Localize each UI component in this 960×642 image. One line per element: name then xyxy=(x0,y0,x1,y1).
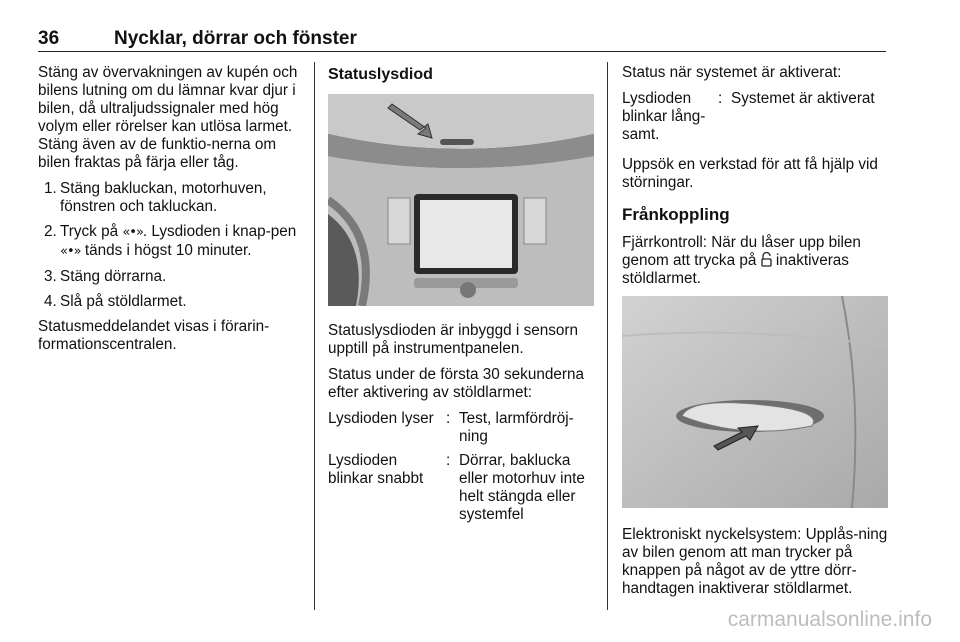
dashboard-illustration xyxy=(328,94,594,306)
steps-list xyxy=(38,180,300,311)
outro-paragraph: Statusmeddelandet visas i förarin-formationscentralen. xyxy=(38,318,270,353)
column-right xyxy=(622,64,888,606)
table-row: Lysdioden lyser : Test, larmfördröj-ning xyxy=(328,410,574,445)
column-divider-1 xyxy=(314,62,315,610)
page-header xyxy=(38,28,886,52)
table-row: Lysdioden blinkar snabbt : Dörrar, baklucka eller motorhuv inte helt stängda eller systemfel xyxy=(328,452,585,523)
active-intro: Status när systemet är aktiverat: xyxy=(622,64,842,81)
column-left xyxy=(38,64,300,362)
unlock-icon xyxy=(761,252,772,267)
table-row: Lysdioden blinkar lång-samt. : Systemet är aktiverat xyxy=(622,90,875,143)
section-heading: Statuslysdiod xyxy=(328,66,433,83)
door-handle-illustration xyxy=(622,296,888,508)
column-middle xyxy=(328,64,594,530)
figure-caption: Statuslysdioden är inbyggd i sensorn upptill på instrumentpanelen. xyxy=(328,322,579,357)
column-divider-2 xyxy=(607,62,608,610)
list-item: 4. Slå på stöldlarmet. xyxy=(44,293,187,310)
status-intro: Status under de första 30 sekunderna efter aktivering av stöldlarmet: xyxy=(328,366,584,401)
page-number: 36 xyxy=(38,28,60,49)
sensor-icon: «•» xyxy=(60,244,81,259)
list-item: 2. Tryck på «•». Lysdioden i knap-pen «•» tänds i högst 10 minuter. xyxy=(44,223,297,259)
active-status-table xyxy=(622,90,888,144)
door-handle-drawing xyxy=(622,296,888,508)
sensor-icon: «•» xyxy=(122,225,143,240)
watermark: carmanualsonline.info xyxy=(727,608,932,631)
list-item: 1. Stäng bakluckan, motorhuven, fönstren och takluckan. xyxy=(44,180,267,215)
remote-paragraph: Fjärrkontroll: När du låser upp bilen genom att trycka på inaktiveras stöldlarmet. xyxy=(622,234,861,287)
status-table xyxy=(328,410,594,524)
list-item: 3. Stäng dörrarna. xyxy=(44,268,167,285)
workshop-paragraph: Uppsök en verkstad för att få hjälp vid störningar. xyxy=(622,156,878,191)
dashboard-drawing xyxy=(328,94,594,306)
intro-paragraph: Stäng av övervakningen av kupén och bilens lutning om du lämnar kvar djur i bilen, då ultraljudssignaler med hög volym eller rörelser kan utlösa larmet. Stäng även av de funktio-nerna om bilen fraktas på färja eller tåg. xyxy=(38,64,298,171)
chapter-title: Nycklar, dörrar och fönster xyxy=(114,28,357,49)
keyless-paragraph: Elektroniskt nyckelsystem: Upplås-ning av bilen genom att man trycker på knappen på något av de yttre dörr-handtagen inaktiverar stöldlarmet. xyxy=(622,526,888,597)
section-heading: Frånkoppling xyxy=(622,205,730,224)
